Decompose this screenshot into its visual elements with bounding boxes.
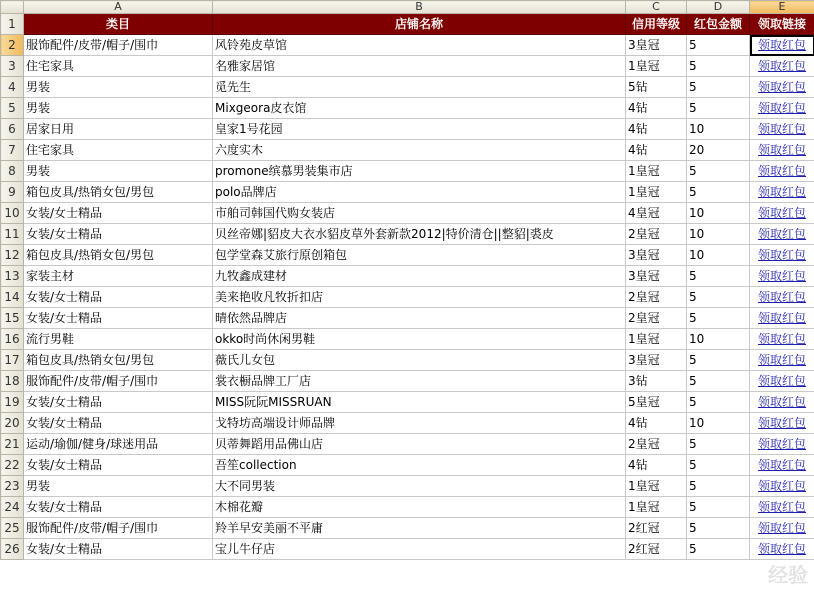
credit-level-cell[interactable]: 4钻: [626, 413, 687, 434]
table-row: [1, 413, 814, 434]
claim-coupon-link[interactable]: 领取红包: [750, 329, 814, 350]
category-cell[interactable]: 女装/女士精品: [24, 497, 213, 518]
credit-level-cell[interactable]: 1皇冠: [626, 497, 687, 518]
column-header-d[interactable]: D: [687, 1, 750, 14]
claim-coupon-link[interactable]: 领取红包: [750, 287, 814, 308]
category-cell[interactable]: 箱包皮具/热销女包/男包: [24, 245, 213, 266]
category-cell[interactable]: 服饰配件/皮带/帽子/围巾: [24, 371, 213, 392]
claim-coupon-link[interactable]: 领取红包: [750, 140, 814, 161]
claim-coupon-link[interactable]: 领取红包: [750, 203, 814, 224]
shop-name-cell[interactable]: 宝儿牛仔店: [213, 539, 626, 560]
credit-level-cell[interactable]: 3钻: [626, 371, 687, 392]
category-cell[interactable]: 箱包皮具/热销女包/男包: [24, 350, 213, 371]
credit-level-cell[interactable]: 3皇冠: [626, 245, 687, 266]
table-row: [1, 308, 814, 329]
coupon-amount-cell[interactable]: 5: [687, 455, 750, 476]
claim-coupon-link[interactable]: 领取红包: [750, 455, 814, 476]
shop-name-cell[interactable]: 贝蒂舞蹈用品佛山店: [213, 434, 626, 455]
shop-name-cell[interactable]: 包学堂森艾旅行原创箱包: [213, 245, 626, 266]
shop-name-cell[interactable]: 裳衣橱品牌工厂店: [213, 371, 626, 392]
row-header[interactable]: 6: [1, 119, 24, 140]
credit-level-cell[interactable]: 1皇冠: [626, 182, 687, 203]
coupon-amount-cell[interactable]: 5: [687, 287, 750, 308]
shop-name-cell[interactable]: 六度实木: [213, 140, 626, 161]
coupon-amount-cell[interactable]: 5: [687, 518, 750, 539]
row-header[interactable]: 15: [1, 308, 24, 329]
shop-name-cell[interactable]: 名雅家居馆: [213, 56, 626, 77]
table-row: [1, 203, 814, 224]
coupon-amount-cell[interactable]: 5: [687, 392, 750, 413]
credit-level-cell[interactable]: 1皇冠: [626, 329, 687, 350]
category-cell[interactable]: 运动/瑜伽/健身/球迷用品: [24, 434, 213, 455]
row-header[interactable]: 17: [1, 350, 24, 371]
category-cell[interactable]: 流行男鞋: [24, 329, 213, 350]
coupon-amount-cell[interactable]: 10: [687, 329, 750, 350]
row-header[interactable]: 5: [1, 98, 24, 119]
row-header[interactable]: 8: [1, 161, 24, 182]
credit-level-cell[interactable]: 2皇冠: [626, 224, 687, 245]
coupon-amount-cell[interactable]: 5: [687, 98, 750, 119]
shop-name-cell[interactable]: 九牧鑫成建材: [213, 266, 626, 287]
credit-level-cell[interactable]: 3皇冠: [626, 266, 687, 287]
select-all-corner[interactable]: [1, 1, 24, 14]
coupon-amount-cell[interactable]: 5: [687, 182, 750, 203]
claim-coupon-link[interactable]: 领取红包: [750, 518, 814, 539]
table-row: [1, 98, 814, 119]
header-cell-credit-level[interactable]: 信用等级: [626, 14, 687, 35]
row-header[interactable]: 16: [1, 329, 24, 350]
claim-coupon-link[interactable]: 领取红包: [750, 350, 814, 371]
row-header[interactable]: 26: [1, 539, 24, 560]
row-header[interactable]: 25: [1, 518, 24, 539]
category-cell[interactable]: 女装/女士精品: [24, 392, 213, 413]
credit-level-cell[interactable]: 1皇冠: [626, 161, 687, 182]
table-row: [1, 245, 814, 266]
credit-level-cell[interactable]: 4皇冠: [626, 203, 687, 224]
category-cell[interactable]: 男装: [24, 476, 213, 497]
table-row: [1, 140, 814, 161]
row-header[interactable]: 23: [1, 476, 24, 497]
column-header-e[interactable]: E: [750, 1, 814, 14]
claim-coupon-link[interactable]: 领取红包: [750, 77, 814, 98]
category-cell[interactable]: 服饰配件/皮带/帽子/围巾: [24, 35, 213, 56]
shop-name-cell[interactable]: 贝丝帝娜|貂皮大衣水貂皮草外套新款2012|特价清仓||整貂|裘皮: [213, 224, 626, 245]
credit-level-cell[interactable]: 2皇冠: [626, 434, 687, 455]
claim-coupon-link[interactable]: 领取红包: [750, 182, 814, 203]
table-row: [1, 539, 814, 560]
category-cell[interactable]: 男装: [24, 77, 213, 98]
row-header[interactable]: 13: [1, 266, 24, 287]
coupon-amount-cell[interactable]: 10: [687, 119, 750, 140]
coupon-amount-cell[interactable]: 5: [687, 371, 750, 392]
claim-coupon-link[interactable]: 领取红包: [750, 161, 814, 182]
claim-coupon-link[interactable]: 领取红包: [750, 539, 814, 560]
credit-level-cell[interactable]: 2皇冠: [626, 287, 687, 308]
shop-name-cell[interactable]: 薇氏儿女包: [213, 350, 626, 371]
credit-level-cell[interactable]: 1皇冠: [626, 476, 687, 497]
claim-coupon-link[interactable]: 领取红包: [750, 119, 814, 140]
table-row: [1, 476, 814, 497]
claim-coupon-link[interactable]: 领取红包: [750, 371, 814, 392]
coupon-amount-cell[interactable]: 5: [687, 476, 750, 497]
table-row: [1, 455, 814, 476]
table-row: [1, 161, 814, 182]
column-header-a[interactable]: A: [24, 1, 213, 14]
row-header[interactable]: 20: [1, 413, 24, 434]
table-row: [1, 77, 814, 98]
row-header[interactable]: 9: [1, 182, 24, 203]
row-header[interactable]: 2: [1, 35, 24, 56]
header-cell-coupon-amount[interactable]: 红包金额: [687, 14, 750, 35]
credit-level-cell[interactable]: 2红冠: [626, 518, 687, 539]
credit-level-cell[interactable]: 5皇冠: [626, 392, 687, 413]
row-header[interactable]: 24: [1, 497, 24, 518]
row-header[interactable]: 11: [1, 224, 24, 245]
coupon-amount-cell[interactable]: 10: [687, 203, 750, 224]
coupon-amount-cell[interactable]: 5: [687, 35, 750, 56]
row-header[interactable]: 1: [1, 14, 24, 35]
category-cell[interactable]: 女装/女士精品: [24, 455, 213, 476]
table-row: [1, 287, 814, 308]
shop-name-cell[interactable]: 吾笙collection: [213, 455, 626, 476]
table-header-row: [1, 14, 814, 35]
claim-coupon-link[interactable]: 领取红包: [750, 98, 814, 119]
credit-level-cell[interactable]: 3皇冠: [626, 350, 687, 371]
shop-name-cell[interactable]: polo品牌店: [213, 182, 626, 203]
row-header[interactable]: 22: [1, 455, 24, 476]
table-row: [1, 56, 814, 77]
row-header[interactable]: 18: [1, 371, 24, 392]
shop-name-cell[interactable]: promone缤慕男装集市店: [213, 161, 626, 182]
shop-name-cell[interactable]: 皇家1号花园: [213, 119, 626, 140]
category-cell[interactable]: 女装/女士精品: [24, 539, 213, 560]
shop-name-cell[interactable]: 风铃苑皮草馆: [213, 35, 626, 56]
row-header[interactable]: 10: [1, 203, 24, 224]
table-row: [1, 182, 814, 203]
shop-name-cell[interactable]: Mixgeora皮衣馆: [213, 98, 626, 119]
shop-name-cell[interactable]: okko时尚休闲男鞋: [213, 329, 626, 350]
credit-level-cell[interactable]: 4钻: [626, 140, 687, 161]
header-cell-shop-name[interactable]: 店铺名称: [213, 14, 626, 35]
category-cell[interactable]: 女装/女士精品: [24, 308, 213, 329]
credit-level-cell[interactable]: 4钻: [626, 455, 687, 476]
category-cell[interactable]: 女装/女士精品: [24, 224, 213, 245]
row-header[interactable]: 19: [1, 392, 24, 413]
credit-level-cell[interactable]: 4钻: [626, 119, 687, 140]
row-header[interactable]: 14: [1, 287, 24, 308]
header-cell-category[interactable]: 类目: [24, 14, 213, 35]
shop-name-cell[interactable]: 戈特坊高端设计师品牌: [213, 413, 626, 434]
credit-level-cell[interactable]: 2皇冠: [626, 308, 687, 329]
claim-coupon-link[interactable]: 领取红包: [750, 224, 814, 245]
claim-coupon-link[interactable]: 领取红包: [750, 245, 814, 266]
category-cell[interactable]: 女装/女士精品: [24, 287, 213, 308]
coupon-amount-cell[interactable]: 5: [687, 77, 750, 98]
credit-level-cell[interactable]: 3皇冠: [626, 35, 687, 56]
coupon-amount-cell[interactable]: 5: [687, 161, 750, 182]
shop-name-cell[interactable]: 晴依然品牌店: [213, 308, 626, 329]
table-row: [1, 350, 814, 371]
category-cell[interactable]: 男装: [24, 98, 213, 119]
category-cell[interactable]: 家装主材: [24, 266, 213, 287]
category-cell[interactable]: 女装/女士精品: [24, 413, 213, 434]
category-cell[interactable]: 居家日用: [24, 119, 213, 140]
shop-name-cell[interactable]: MISS阮阮MISSRUAN: [213, 392, 626, 413]
header-cell-claim-link[interactable]: 领取链接: [750, 14, 814, 35]
claim-coupon-link[interactable]: 领取红包: [750, 497, 814, 518]
row-header[interactable]: 3: [1, 56, 24, 77]
claim-coupon-link[interactable]: 领取红包: [750, 476, 814, 497]
shop-name-cell[interactable]: 羚羊早安美丽不平庸: [213, 518, 626, 539]
coupon-amount-cell[interactable]: 10: [687, 224, 750, 245]
coupon-amount-cell[interactable]: 5: [687, 266, 750, 287]
row-header[interactable]: 7: [1, 140, 24, 161]
claim-coupon-link[interactable]: 领取红包: [750, 56, 814, 77]
row-header[interactable]: 21: [1, 434, 24, 455]
row-header[interactable]: 12: [1, 245, 24, 266]
column-headers: [1, 1, 814, 14]
shop-name-cell[interactable]: 觅先生: [213, 77, 626, 98]
table-row: [1, 434, 814, 455]
credit-level-cell[interactable]: 2红冠: [626, 539, 687, 560]
coupon-amount-cell[interactable]: 20: [687, 140, 750, 161]
row-header[interactable]: 4: [1, 77, 24, 98]
credit-level-cell[interactable]: 5钻: [626, 77, 687, 98]
column-header-b[interactable]: B: [213, 1, 626, 14]
table-row: [1, 497, 814, 518]
table-row: [1, 35, 814, 56]
table-row: [1, 392, 814, 413]
table-row: [1, 329, 814, 350]
coupon-amount-cell[interactable]: 5: [687, 308, 750, 329]
table-row: [1, 518, 814, 539]
shop-name-cell[interactable]: 市舶司韩国代购女装店: [213, 203, 626, 224]
claim-coupon-link[interactable]: 领取红包: [750, 266, 814, 287]
claim-coupon-link[interactable]: 领取红包: [750, 413, 814, 434]
coupon-amount-cell[interactable]: 10: [687, 413, 750, 434]
claim-coupon-link[interactable]: 领取红包: [750, 35, 814, 56]
coupon-amount-cell[interactable]: 5: [687, 497, 750, 518]
claim-coupon-link[interactable]: 领取红包: [750, 434, 814, 455]
shop-name-cell[interactable]: 木棉花瓣: [213, 497, 626, 518]
coupon-amount-cell[interactable]: 5: [687, 434, 750, 455]
category-cell[interactable]: 住宅家具: [24, 140, 213, 161]
coupon-amount-cell[interactable]: 5: [687, 350, 750, 371]
claim-coupon-link[interactable]: 领取红包: [750, 308, 814, 329]
coupon-amount-cell[interactable]: 10: [687, 245, 750, 266]
table-row: [1, 224, 814, 245]
coupon-amount-cell[interactable]: 5: [687, 539, 750, 560]
watermark: 经验: [768, 563, 808, 587]
category-cell[interactable]: 住宅家具: [24, 56, 213, 77]
category-cell[interactable]: 箱包皮具/热销女包/男包: [24, 182, 213, 203]
shop-name-cell[interactable]: 大不同男装: [213, 476, 626, 497]
coupon-amount-cell[interactable]: 5: [687, 56, 750, 77]
column-header-c[interactable]: C: [626, 1, 687, 14]
shop-name-cell[interactable]: 美来艳收凡牧折扣店: [213, 287, 626, 308]
category-cell[interactable]: 男装: [24, 161, 213, 182]
credit-level-cell[interactable]: 1皇冠: [626, 56, 687, 77]
category-cell[interactable]: 女装/女士精品: [24, 203, 213, 224]
claim-coupon-link[interactable]: 领取红包: [750, 392, 814, 413]
table-row: [1, 119, 814, 140]
table-row: [1, 266, 814, 287]
table-row: [1, 371, 814, 392]
credit-level-cell[interactable]: 4钻: [626, 98, 687, 119]
category-cell[interactable]: 服饰配件/皮带/帽子/围巾: [24, 518, 213, 539]
